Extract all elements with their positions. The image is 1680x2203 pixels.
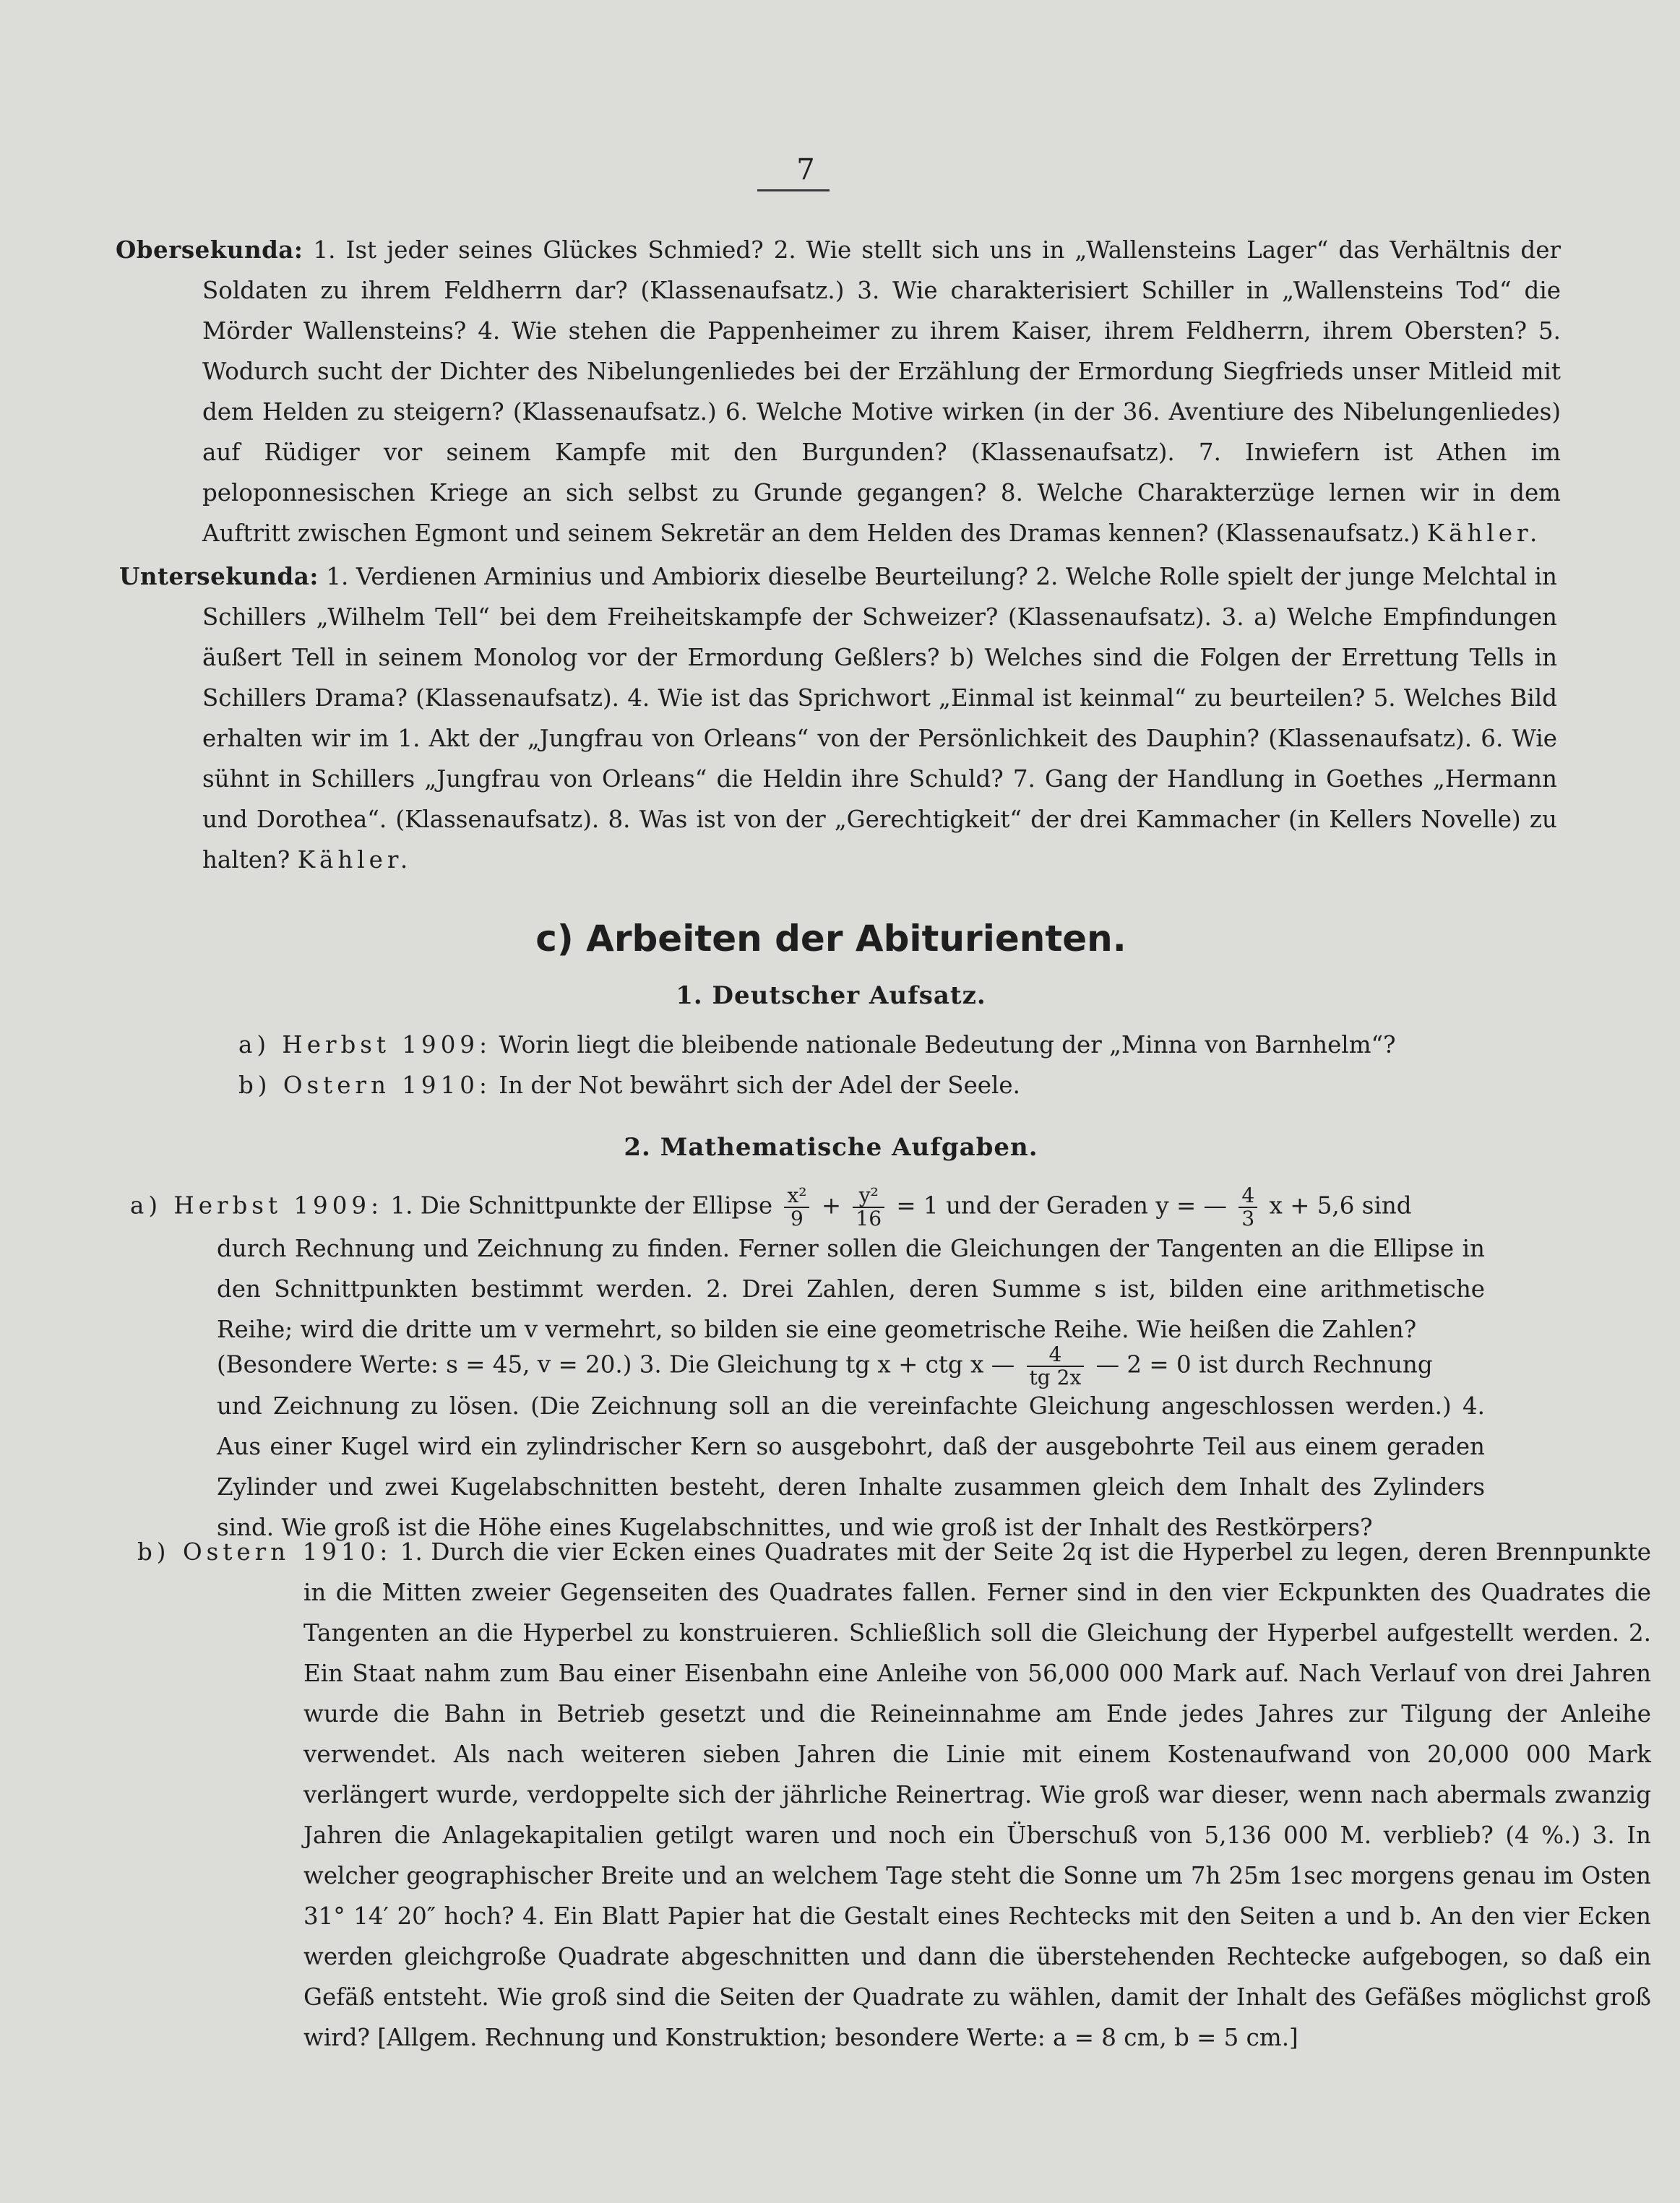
mathe-a-first-line bbox=[130, 1185, 1412, 1230]
mathe-heading: 2. Mathematische Aufgaben. bbox=[624, 1133, 1038, 1162]
mathe-a-special-line bbox=[217, 1344, 1433, 1389]
tg-denominator: tg 2x bbox=[1029, 1366, 1082, 1389]
mathe-b-paragraph bbox=[137, 1532, 1651, 2058]
obersekunda-teacher: Kähler. bbox=[1426, 520, 1542, 547]
mathe-a-label: a) Herbst 1909: bbox=[130, 1191, 384, 1220]
mathe-a-body1: durch Rechnung und Zeichnung zu finden. Ferner sollen die Gleichungen der Tangenten an die Ellipse in den Schnittpunkten bestimmt werden. 2. Drei Zahlen, deren Summe s ist, bilden eine arithmetische Reihe; wird die dritte um v vermehrt, so bilden sie eine geometrische Reihe. Wie heißen die Zahlen? bbox=[217, 1235, 1485, 1343]
deutsch-heading: 1. Deutscher Aufsatz. bbox=[676, 981, 986, 1010]
mathe-b-body: 1. Durch die vier Ecken eines Quadrates mit der Seite 2q ist die Hyperbel zu legen, deren Brennpunkte in die Mitten zweier Gegenseiten des Quadrates fallen. Ferner sind in den vier Eckpunkten des Quadrates die Tangenten an die Hyperbel zu konstruieren. Schließlich soll die Gleichung der Hyperbel aufgestellt werden. 2. Ein Staat nahm zum Bau einer Eisenbahn eine Anleihe von 56,000 000 Mark auf. Nach Verlauf von drei Jahren wurde die Bahn in Betrieb gesetzt und die Reineinnahme am Ende jedes Jahres zur Tilgung der Anleihe verwendet. Als nach weiteren sieben Jahren die Linie mit einem Kostenaufwand von 20,000 000 Mark verlängert wurde, verdoppelte sich der jährliche Reinertrag. Wie groß war dieser, wenn nach abermals zwanzig Jahren die Anlagekapitalien getilgt waren und noch ein Überschuß von 5,136 000 M. verblieb? (4 %.) 3. In welcher geographischer Breite und an welchem Tage steht die Sonne um 7h 25m 1sec morgens genau im Osten 31° 14′ 20″ hoch? 4. Ein Blatt Papier hat die Gestalt eines Rechtecks mit den Seiten a und b. An den vier Ecken werden gleichgroße Quadrate abgeschnitten und dann die überstehenden Rechtecke aufgebogen, so daß ein Gefäß entsteht. Wie groß sind die Seiten der Quadrate zu wählen, damit der Inhalt des Gefäßes möglichst groß wird? [Allgem. Rechnung und Konstruktion; besondere Werte: a = 8 cm, b = 5 cm.] bbox=[303, 1538, 1651, 2051]
untersekunda-paragraph bbox=[119, 556, 1557, 880]
line-slope-fraction bbox=[1239, 1185, 1257, 1230]
deutsch-item-b bbox=[238, 1065, 1020, 1105]
page-number-rule bbox=[757, 189, 830, 191]
untersekunda-label: Untersekunda: bbox=[119, 562, 319, 590]
ellipse-x-denominator: 9 bbox=[791, 1207, 804, 1230]
ellipse-x-numerator: x² bbox=[784, 1185, 809, 1208]
line-slope-numerator: 4 bbox=[1239, 1185, 1257, 1208]
page-number: 7 bbox=[796, 153, 815, 186]
deutsch-a-label: a) Herbst 1909: bbox=[238, 1031, 492, 1059]
ellipse-fraction-y bbox=[853, 1185, 884, 1230]
obersekunda-paragraph bbox=[116, 230, 1561, 553]
mathe-b-label: b) Ostern 1910: bbox=[137, 1538, 392, 1566]
deutsch-b-text: In der Not bewährt sich der Adel der Seele. bbox=[499, 1072, 1020, 1099]
obersekunda-label: Obersekunda: bbox=[116, 236, 303, 264]
untersekunda-body: 1. Verdienen Arminius und Ambiorix dieselbe Beurteilung? 2. Welche Rolle spielt der junge Melchtal in Schillers „Wilhelm Tell“ bei dem Freiheitskampfe der Schweizer? (Klassenaufsatz). 3. a) Welche Empfindungen äußert Tell in seinem Monolog vor der Ermordung Geßlers? b) Welches sind die Folgen der Errettung Tells in Schillers Drama? (Klassenaufsatz). 4. Wie ist das Sprichwort „Einmal ist keinmal“ zu beurteilen? 5. Welches Bild erhalten wir im 1. Akt der „Jungfrau von Orleans“ von der Persönlichkeit des Dauphin? (Klassenaufsatz). 6. Wie sühnt in Schillers „Jungfrau von Orleans“ die Heldin ihre Schuld? 7. Gang der Handlung in Goethes „Hermann und Dorothea“. (Klassenaufsatz). 8. Was ist von der „Gerechtigkeit“ der drei Kammacher (in Kellers Novelle) zu halten? bbox=[202, 563, 1557, 874]
mathe-a-body2: und Zeichnung zu lösen. (Die Zeichnung soll an die vereinfachte Gleichung angeschlossen werden.) 4. Aus einer Kugel wird ein zylindrischer Kern so ausgebohrt, daß der ausgebohrte Teil aus einem geraden Zylinder und zwei Kugelabschnitten besteht, deren Inhalte zusammen gleich dem Inhalt des Zylinders sind. Wie groß ist die Höhe eines Kugelabschnittes, und wie groß ist der Inhalt des Restkörpers? bbox=[217, 1392, 1485, 1541]
deutsch-item-a bbox=[238, 1025, 1396, 1065]
tg-numerator: 4 bbox=[1027, 1344, 1085, 1367]
mathe-a-special-post: — 2 = 0 ist durch Rechnung bbox=[1095, 1350, 1433, 1379]
tg-fraction bbox=[1027, 1344, 1085, 1389]
ellipse-y-denominator: 16 bbox=[856, 1207, 882, 1230]
ellipse-fraction-x bbox=[784, 1185, 809, 1230]
untersekunda-teacher: Kähler. bbox=[297, 846, 413, 874]
ellipse-plus: + bbox=[821, 1191, 842, 1220]
line-post: x + 5,6 sind bbox=[1269, 1191, 1412, 1220]
mathe-a-special-pre: (Besondere Werte: s = 45, v = 20.) 3. Die Gleichung tg x + ctg x — bbox=[217, 1350, 1015, 1379]
obersekunda-body: 1. Ist jeder seines Glückes Schmied? 2. Wie stellt sich uns in „Wallensteins Lager“ das Verhältnis der Soldaten zu ihrem Feldherrn dar? (Klassenaufsatz.) 3. Wie charakterisiert Schiller in „Wallensteins Tod“ die Mörder Wallensteins? 4. Wie stehen die Pappenheimer zu ihrem Kaiser, ihrem Feldherrn, ihrem Obersten? 5. Wodurch sucht der Dichter des Nibelungenliedes bei der Erzählung der Ermordung Siegfrieds unser Mitleid mit dem Helden zu steigern? (Klassenaufsatz.) 6. Welche Motive wirken (in der 36. Aventiure des Nibelungenliedes) auf Rüdiger vor seinem Kampfe mit den Burgunden? (Klassenaufsatz). 7. Inwiefern ist Athen im peloponnesischen Kriege an sich selbst zu Grunde gegangen? 8. Welche Charakterzüge lernen wir in dem Auftritt zwischen Egmont und seinem Sekretär an dem Helden des Dramas kennen? (Klassenaufsatz.) bbox=[202, 236, 1561, 547]
deutsch-a-text: Worin liegt die bleibende nationale Bedeutung der „Minna von Barnhelm“? bbox=[499, 1031, 1396, 1059]
ellipse-equals: = 1 und der Geraden y = — bbox=[896, 1191, 1228, 1220]
deutsch-b-label: b) Ostern 1910: bbox=[238, 1072, 491, 1099]
line-slope-denominator: 3 bbox=[1241, 1207, 1255, 1230]
mathe-a-line1-pre: 1. Die Schnittpunkte der Ellipse bbox=[390, 1191, 773, 1220]
ellipse-y-numerator: y² bbox=[853, 1185, 884, 1208]
section-c-heading: c) Arbeiten der Abiturienten. bbox=[535, 918, 1127, 960]
